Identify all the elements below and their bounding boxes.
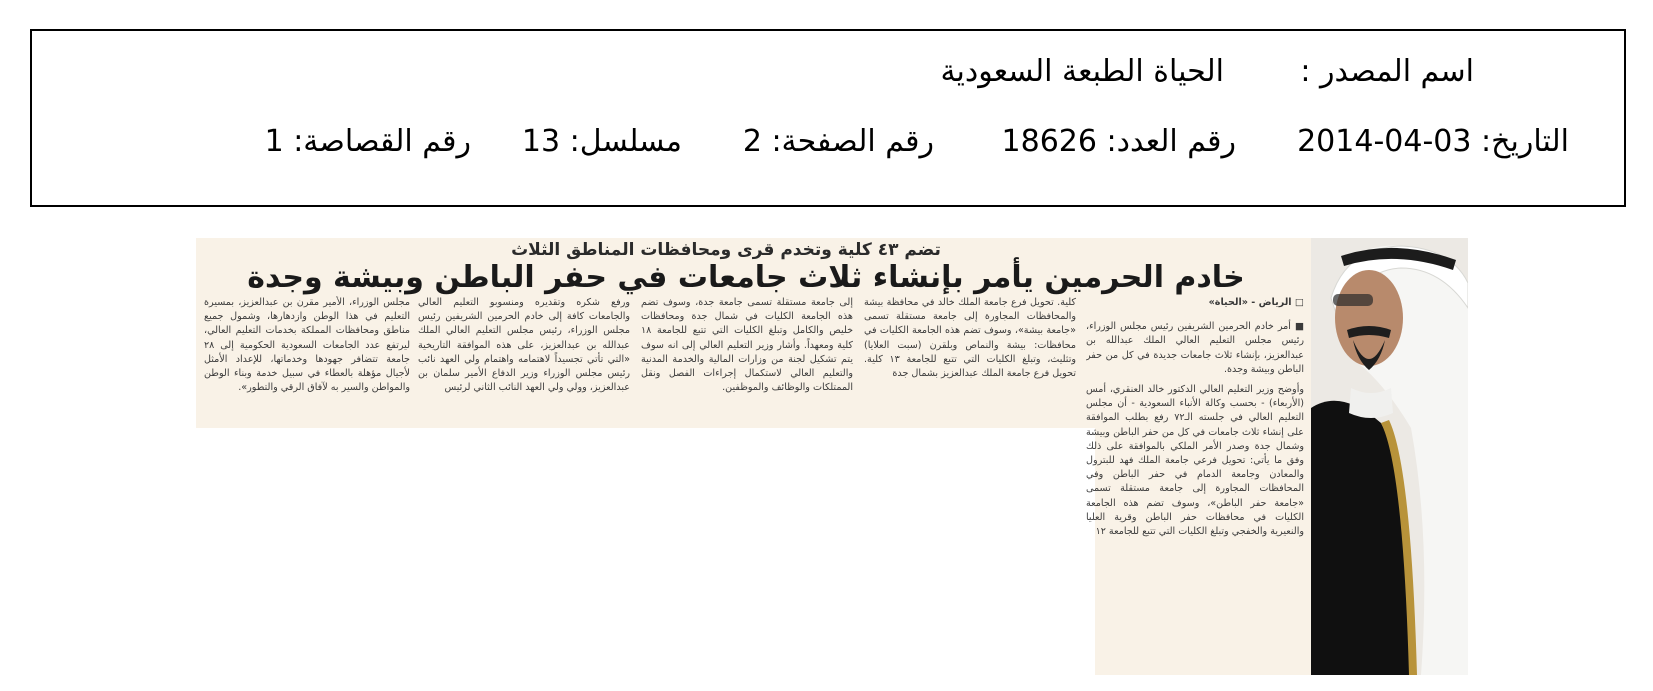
article-column-1 (1086, 296, 1304, 672)
article-kicker: تضم ٤٣ كلية وتخدم قرى ومحافظات المناطق الثلاث (511, 240, 941, 260)
serial-number: مسلسل: 13 (521, 124, 682, 159)
article-paragraph: ■ أمر خادم الحرمين الشريفين رئيس مجلس الوزراء، رئيس مجلس التعليم العالي الملك عبدالله بن عبدالعزيز، بإنشاء ثلاث جامعات جديدة في كل من حفر الباطن وبيشة وجدة. (1086, 321, 1304, 375)
article-byline: □ الرياض - «الحياة» (1208, 297, 1304, 308)
portrait-illustration (1311, 238, 1468, 675)
article-column-2: كلية. تحويل فرع جامعة الملك خالد في محافظة بيشة والمحافظات المجاورة إلى جامعة مستقلة تسمى «جامعة بيشة»، وسوف تضم هذه الجامعة الكليات في محافظات: بيشة والنماص وبلقرن (سبت العلايا) وتثليث، وتبلغ الكليات التي تتبع للجامعة ١٣ كلية. تحويل فرع جامعة الملك عبدالعزيز بشمال جدة (864, 297, 1076, 380)
article-paragraph: وأوضح وزير التعليم العالي الدكتور خالد العنقري، أمس (الأربعاء) - بحسب وكالة الأنباء السعودية - أن مجلس التعليم العالي في جلسته الـ٧٢ رفع بطلب الموافقة على إنشاء ثلاث جامعات في كل من حفر الباطن وبيشة وشمال جدة وصدر الأمر الملكي بالموافقة على ذلك وفق ما يأتي: تحويل فرعي جامعة الملك فهد للبترول والمعادن وجامعة الدمام في حفر الباطن وفي المحافظات المجاورة إلى جامعة مستقلة تسمى «جامعة حفر الباطن»، وسوف تضم هذه الجامعة الكليات في محافظات حفر الباطن وقرية العليا والنعيرية والخفجي وتبلغ الكليات التي تتبع للجامعة ١٢ (1086, 384, 1304, 538)
article-column-4: ورفع شكره وتقديره ومنسوبو التعليم العالي والجامعات كافة إلى خادم الحرمين الشريفين رئيس مجلس الوزراء، رئيس مجلس التعليم العالي الملك عبدالله بن عبدالعزيز، على هذه الموافقة التاريخية «التي تأتي تجسيداً لاهتمامه واهتمام ولي العهد نائب رئيس مجلس الوزراء وزير الدفاع الأمير سلمان بن عبدالعزيز، وولي ولي العهد النائب الثاني لرئيس (418, 297, 630, 394)
metadata-box (30, 29, 1626, 207)
newspaper-clipping (196, 238, 1468, 675)
article-headline: خادم الحرمين يأمر بإنشاء ثلاث جامعات في حفر الباطن وبيشة وجدة (247, 260, 1245, 295)
page-number: رقم الصفحة: 2 (742, 124, 934, 159)
issue-number: رقم العدد: 18626 (1001, 124, 1236, 159)
portrait-photo (1311, 238, 1468, 675)
clip-number: رقم القصاصة: 1 (264, 124, 471, 159)
source-value: الحياة الطبعة السعودية (940, 54, 1224, 89)
article-column-5: مجلس الوزراء، الأمير مقرن بن عبدالعزيز، بمسيرة التعليم في هذا الوطن وازدهارها، وشمول جميع مناطق ومحافظات المملكة بخدمات التعليم العالي، ليرتفع عدد الجامعات السعودية الحكومية إلى ٢٨ جامعة تتضافر جهودها وخدماتها، للإعداد الأمثل لأجيال مؤهلة بالعطاء في سبيل خدمة وبناء الوطن والمواطن والسير به لآفاق الرقي والتطور». (204, 297, 410, 394)
source-label: اسم المصدر : (1300, 54, 1474, 89)
date-field: التاريخ: 03-04-2014 (1297, 124, 1569, 159)
article-column-3: إلى جامعة مستقلة تسمى جامعة جدة، وسوف تضم هذه الجامعة الكليات في شمال جدة ومحافظات خليص والكامل وتبلغ الكليات التي تتبع للجامعة ١٨ كلية ومعهداً. وأشار وزير التعليم العالي إلى انه سوف يتم تشكيل لجنة من وزارات المالية والخدمة المدنية والتعليم العالي لاستكمال إجراءات الفصل ونقل الممتلكات والوظائف والموظفين. (641, 297, 853, 394)
